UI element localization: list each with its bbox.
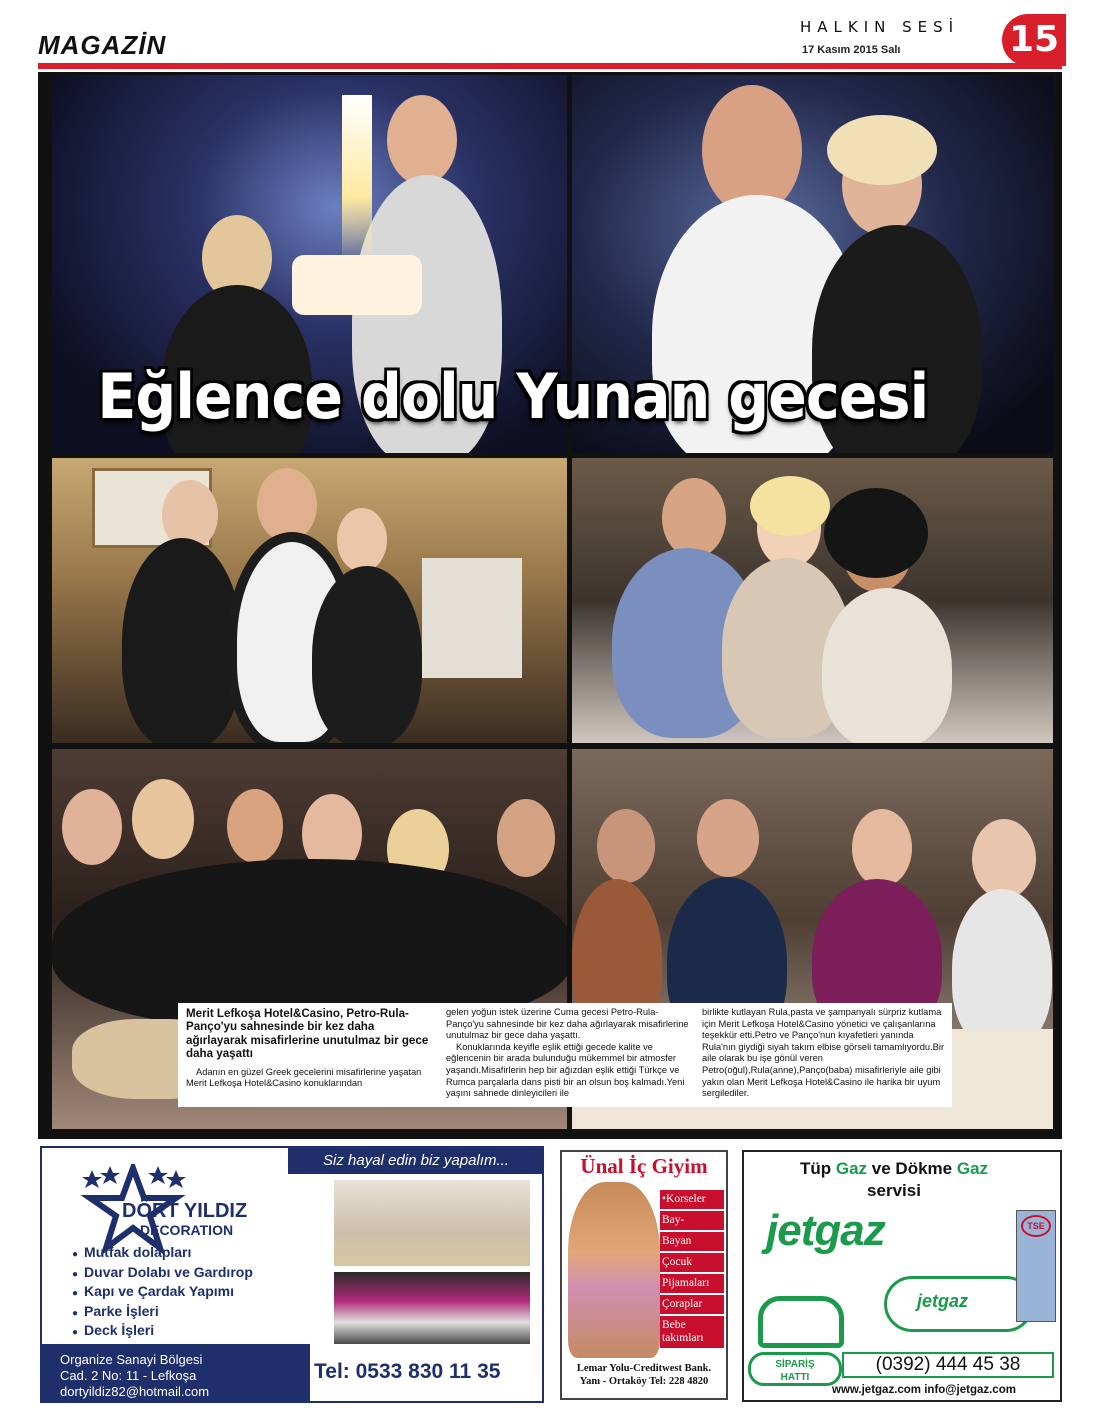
email: dortyildiz82@hotmail.com [60,1384,210,1399]
ad-brand: DÖRT YILDIZ [122,1200,248,1222]
service-item: ● Kapı ve Çardak Yapımı [72,1283,253,1303]
order-word: HATTI [780,1372,810,1383]
jetgaz-logo: jetgaz [766,1206,885,1255]
ad-brand-sub: DECORATION [140,1222,234,1238]
title-word: ve Dökme [871,1159,953,1178]
headline: Eğlence dolu Yunan gecesi [97,360,929,433]
service-item: ● Mutfak dolapları [72,1244,253,1264]
product-item: • Korseler [660,1190,724,1209]
paper-name: HALKIN SESİ [800,18,960,36]
kitchen-photo [334,1272,530,1344]
page-number: 15 [1002,14,1066,66]
order-line-label [748,1352,842,1386]
telephone-icon [758,1296,844,1348]
model-photo [568,1182,660,1358]
header-rule [38,63,1062,69]
article-column-1 [186,1007,432,1090]
gas-tank-icon [884,1276,1034,1332]
service-item: ● Parke İşleri [72,1303,253,1323]
kitchen-photo [334,1180,530,1266]
tank-label: jetgaz [917,1291,969,1311]
article-column-3 [702,1007,948,1100]
service-item: ● Duvar Dolabı ve Gardırop [72,1264,253,1284]
product-item: Bebe takımları [660,1316,724,1348]
ad-web: www.jetgaz.com info@jetgaz.com [832,1384,1016,1396]
tse-logo-icon: TSE [1021,1215,1051,1237]
product-item: Çoraplar [660,1295,724,1314]
article-paragraph: Konuklarında keyifle eşlik ettiği gecede kalite ve eğlencenin bir arada bulunduğu mükemmel bir atmosfer yaşandı.Misafirlerin hep bir ağızdan eşlik ettiği Türkçe ve Rumca parçalarla dans pisti bir an olsun boş kalmadı.Yeni yaşını sahnede dinleyicileri ile [446,1041,685,1099]
product-item: Bayan [660,1232,724,1251]
service-item: ● Deck İşleri [72,1322,253,1342]
photo-table-guests [572,458,1053,743]
address-line: Cad. 2 No: 11 - Lefkoşa [60,1368,197,1383]
section-title: MAGAZİN [38,30,167,60]
article-box [178,1003,952,1107]
article-paragraph: birlikte kutlayan Rula,pasta ve şampanyalı sürpriz kutlama için Merit Lefkoşa Hotel&Casino yönetici ve çalışanlarına teşekkür etti.Petro ve Panço'nun kıyafetleri yanında Rula'nın giydiği siyah takım elbise görseli tamamlıyordu.Bir aile olarak bu işe gönül veren Petro(oğul),Rula(anne),Panço(baba) misafirleriyle aile gibi yakın olan Merit Lefkoşa Hotel&Casino ile harika bir uyum sergilediler. [702,1007,945,1099]
services-list [72,1244,253,1342]
tse-badge [1016,1210,1056,1322]
order-word: SİPARİŞ [775,1359,815,1370]
photo-three-women-lobby [52,458,567,743]
ad-address [562,1362,726,1388]
address-line: Organize Sanayi Bölgesi [60,1352,203,1367]
product-item: Bay- [660,1211,724,1230]
issue-date: 17 Kasım 2015 Salı [802,44,901,56]
article-paragraph: Adanın en güzel Greek gecelerini misafirlerine yaşatan Merit Lefkoşa Hotel&Casino konuklarından [186,1066,422,1089]
ad-phone: (0392) 444 45 38 [842,1352,1054,1378]
ad-dort-yildiz [40,1146,544,1403]
article-lead: Merit Lefkoşa Hotel&Casino, Petro-Rula-Panço'yu sahnesinde bir kez daha ağırlayarak misafirlerine unutulmaz bir gece daha yaşattı [186,1007,429,1061]
product-item: Pijamaları [660,1274,724,1293]
title-word: Tüp [799,1159,832,1178]
title-word: Gaz [835,1159,868,1178]
article-column-2 [446,1007,696,1100]
ad-jetgaz [742,1150,1062,1402]
ad-unal-ic-giyim [560,1150,728,1400]
product-list [660,1190,724,1350]
ad-address-block [42,1344,310,1403]
title-word: servisi [867,1181,921,1200]
ad-title: Ünal İç Giyim [580,1154,708,1178]
article-paragraph: gelen yoğun istek üzerine Cuma gecesi Petro-Rula-Panço'yu sahnesinde bir kez daha ağırlayarak misafirlerine unutulmaz bir gece daha yaşattı. [446,1007,689,1041]
ad-tagline: Siz hayal edin biz yapalım... [288,1148,544,1174]
ad-title [744,1158,1044,1202]
title-word: Gaz [956,1159,989,1178]
address-line: Yanı - Ortaköy Tel: 228 4820 [579,1376,709,1387]
address-line: Lemar Yolu-Creditwest Bank. [576,1363,712,1374]
product-item: Çocuk [660,1253,724,1272]
ad-phone: Tel: 0533 830 11 35 [314,1360,501,1383]
